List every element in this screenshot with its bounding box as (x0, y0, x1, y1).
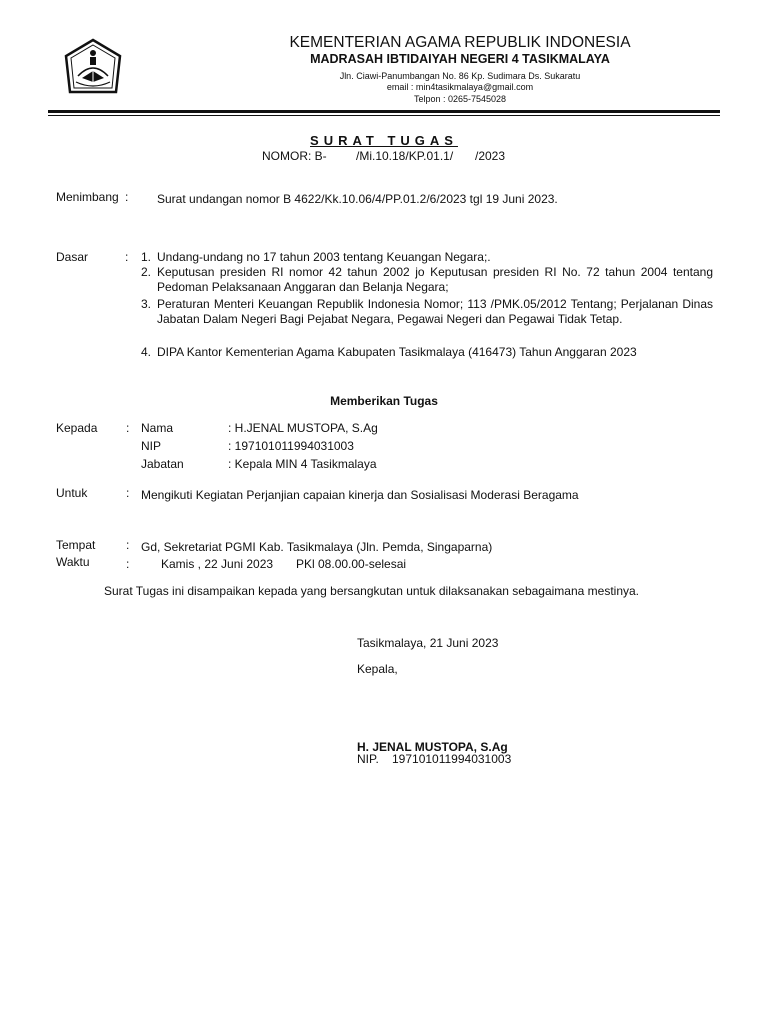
header-rule-thick (48, 110, 720, 113)
waktu-label: Waktu (56, 555, 90, 569)
signer-nip: 197101011994031003 (392, 752, 512, 766)
waktu-date: Kamis , 22 Juni 2023 (161, 557, 274, 571)
dasar-item-text: DIPA Kantor Kementerian Agama Kabupaten Tasikmalaya (416473) Tahun Anggaran 2023 (157, 345, 637, 359)
untuk-text: Mengikuti Kegiatan Perjanjian capaian kinerja dan Sosialisasi Moderasi Beragama (141, 488, 579, 502)
dasar-item-number: 4. (141, 345, 152, 359)
signer-nip-label: NIP. (357, 752, 379, 766)
waktu-colon: : (126, 557, 130, 571)
kepada-field-value: : H.JENAL MUSTOPA, S.Ag (228, 421, 378, 435)
menimbang-colon: : (125, 190, 129, 204)
dasar-item-number: 1. (141, 250, 152, 264)
ministry-name: KEMENTERIAN AGAMA REPUBLIK INDONESIA (289, 34, 631, 51)
untuk-colon: : (126, 486, 130, 500)
kepada-field-value: : Kepala MIN 4 Tasikmalaya (228, 457, 377, 471)
ministry-logo-emblem (62, 38, 124, 100)
signer-name: H. JENAL MUSTOPA, S.Ag (357, 740, 508, 754)
waktu-time: PKl 08.00.00-selesai (296, 557, 407, 571)
school-address: Jln. Ciawi-Panumbangan No. 86 Kp. Sudimara Ds. Sukaratu (339, 71, 581, 81)
school-email: email : min4tasikmalaya@gmail.com (386, 82, 534, 92)
signature-place-date: Tasikmalaya, 21 Juni 2023 (357, 636, 499, 650)
dasar-label: Dasar (56, 250, 89, 264)
menimbang-label: Menimbang (56, 190, 119, 204)
nomor-label: NOMOR: B- (262, 149, 327, 163)
tempat-text: Gd, Sekretariat PGMI Kab. Tasikmalaya (Jln. Pemda, Singaparna) (141, 540, 493, 554)
letter-title-text: SURAT TUGAS (310, 133, 458, 148)
dasar-item-text: Peraturan Menteri Keuangan Republik Indonesia Nomor; 113 /PMK.05/2012 Tentang; Perjalanan Dinas Jabatan Dalam Negeri Bagi Pejabat Negara, Pegawai Negeri dan Pegawai Tidak Tetap. (157, 297, 713, 326)
dasar-colon: : (125, 250, 129, 264)
kepada-field-key: NIP (141, 439, 162, 453)
kepada-field-key: Jabatan (141, 457, 184, 471)
school-phone: Telpon : 0265-7545028 (413, 94, 507, 104)
kepada-field-key: Nama (141, 421, 174, 435)
kepada-label: Kepada (56, 421, 98, 435)
nomor-code: /Mi.10.18/KP.01.1/ (356, 149, 454, 163)
kepada-colon: : (126, 421, 130, 435)
dasar-item-number: 2. (141, 265, 152, 279)
letter-title (0, 133, 768, 148)
signature-position: Kepala, (357, 662, 398, 676)
dasar-item-text: Undang-undang no 17 tahun 2003 tentang Keuangan Negara;. (157, 250, 491, 264)
nomor-year: /2023 (475, 149, 506, 163)
tempat-label: Tempat (56, 538, 96, 552)
section-heading-memberikan-tugas: Memberikan Tugas (330, 394, 438, 408)
header-rule-thin (48, 115, 720, 116)
kepada-field-value: : 197101011994031003 (228, 439, 354, 453)
dasar-item-number: 3. (141, 297, 152, 311)
school-name: MADRASAH IBTIDAIYAH NEGERI 4 TASIKMALAYA (310, 52, 610, 66)
untuk-label: Untuk (56, 486, 88, 500)
closing-statement: Surat Tugas ini disampaikan kepada yang bersangkutan untuk dilaksanakan sebagaimana mestinya. (104, 584, 640, 598)
menimbang-text: Surat undangan nomor B 4622/Kk.10.06/4/PP.01.2/6/2023 tgl 19 Juni 2023. (157, 192, 558, 206)
dasar-item-text: Keputusan presiden RI nomor 42 tahun 2002 jo Keputusan presiden RI No. 72 tahun 2004 tentang Pedoman Pelaksanaan Anggaran dan Belanja Negara; (157, 265, 713, 294)
tempat-colon: : (126, 538, 130, 552)
